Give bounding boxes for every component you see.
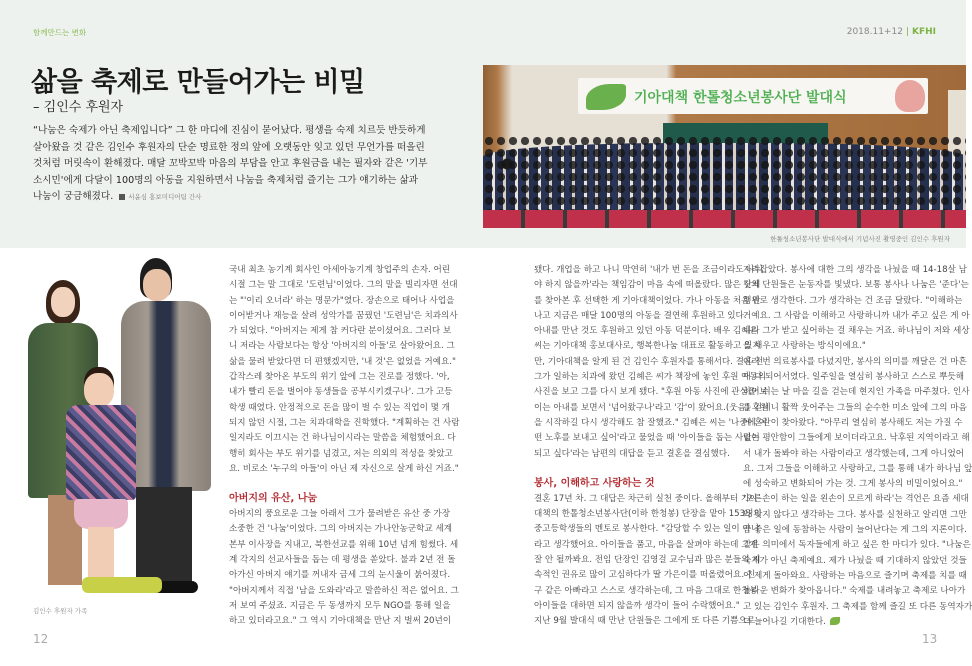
intro-paragraph [33, 123, 428, 206]
body-line: 내가 빨리 돈을 벌어야 동생들을 공부시키겠구나'. 그가 고등 [229, 387, 453, 398]
page-number-left: 12 [33, 632, 49, 646]
body-line: 없는 평안함이 그들에게 보이더라고요. 낙후된 지역이라고 해 [743, 433, 970, 444]
woman-face [51, 287, 75, 317]
body-line: 행히 회사는 부도 위기를 넘겼고, 저는 의외의 적성을 찾았고 [229, 448, 453, 459]
girl-shoes [82, 577, 162, 593]
family-photo [18, 255, 223, 610]
photo-caption: 한톨청소년봉사단 발대식에서 기념사진 촬영중인 김인수 후원자 [770, 235, 950, 243]
body-line: 서 내가 돌봐야 하는 사람이라고 생각했는데, 그게 아니었어 [743, 448, 965, 459]
body-column-2 [534, 263, 769, 630]
body-line: 야 하지 않을까'라는 책임감이 마음 속에 떠올랐다. 많은 단체 [534, 280, 761, 291]
issue-date: 2018.11+12 [846, 27, 903, 37]
body-line: 를 건네니 활짝 웃어주는 그들의 순수한 미소 앞에 그의 마음 [743, 402, 967, 413]
body-line: 요. 비로소 '누구의 아들'이 아닌 제 자신으로 살게 하신 거죠." [229, 463, 459, 474]
body-line: 국내 최초 농기계 회사인 아세아농기계 창업주의 손자. 어린 [229, 265, 451, 275]
body-line: 하고 있더라고요." 그 역시 기아대책을 만난 지 벌써 20년이 [229, 616, 452, 627]
body-line: 고 있는 김인수 후원자. 그 축제를 함께 즐길 또 다른 동역자가 [743, 601, 972, 612]
body-line: 속적인 권유로 많이 고심하다가 딸 가은이를 떠올렸어요. 친 [534, 570, 756, 581]
body-line: 학생 때였다. 안정적으로 돈을 많이 벌 수 있는 직업이 몇 개 [229, 402, 450, 413]
photo-crowd-heads [483, 135, 966, 215]
body-line: 되지 않던 시절, 그는 치과대학을 진학했다. "계획하는 건 사람 [229, 417, 460, 428]
body-column-3 [743, 263, 972, 630]
body-line [743, 615, 961, 630]
body-line: 요. 그저 그들을 이해하고 사랑하고, 그를 통해 내가 하나님 앞 [743, 463, 972, 474]
body-line: 놀라운 변화가 찾아옵니다." 숙제를 내려놓고 축제로 나아가 [743, 586, 966, 597]
body-line: 아내를 만난 것도 후원하고 있던 아동 덕분이다. 배우 김혜은 [534, 326, 758, 337]
man-pants [136, 487, 192, 587]
body-line: 자리잡았다. 봉사에 대한 그의 생각을 나눴을 때 14-18살 남 [743, 265, 967, 275]
body-line: 대책의 한톨청소년봉사단(이하 한청봉) 단장을 맡아 153명의 [534, 509, 762, 520]
body-line: 니라 그가 받고 싶어하는 걸 채우는 거죠. 하나님이 저와 세상 [743, 326, 970, 337]
body-line: 본부 이사장을 지내고, 북한선교를 위해 10년 넘게 힘썼다. 세 [229, 539, 459, 550]
body-line: 삶을 물려 받았다면 더 편했겠지만, '내 것'은 없었을 거예요." [229, 356, 456, 367]
issue-separator: | [905, 27, 909, 37]
body-line: 하며 쉬는 날 마을 길을 걷는데 현지인 가족을 마주쳤다. 인사 [743, 387, 970, 398]
byline-text: 서윤심 홍보미디어팀 간사 [128, 193, 202, 202]
body-line: 와 맞지 않다고 생각하는 그다. 봉사를 실천하고 알리면 그만 [743, 509, 967, 520]
body-line: 떤 노후를 보내고 싶어'라고 물었을 때 '아이들을 돕는 사람이 [534, 433, 760, 444]
body-line: 결혼 17년 차. 그 대답은 차근히 실천 중이다. 올해부터 기아 [534, 493, 758, 504]
body-column-1 [229, 263, 460, 630]
body-line: 시절 그는 말 그대로 '도련님'이었다. 그의 말을 빌리자면 선대 [229, 280, 458, 291]
body-line: 만, 기아대책을 알게 된 건 김인수 후원자를 통해서다. 결혼 전 [534, 356, 764, 367]
photo-banner-text: 기아대책 한톨청소년봉사단 발대식 [634, 90, 847, 106]
body-line: 사진을 보고 그를 다시 보게 됐다. "후원 아동 사진에 관심을 보 [534, 387, 768, 398]
brand-name: KFHI [911, 27, 936, 37]
body-line: 가 되었다. "아버지는 제게 참 커다란 분이셨어요. 그러다 보 [229, 326, 452, 337]
end-mark-leaf-icon [830, 617, 840, 625]
body-line: 같은 의미에서 독자들에게 하고 싶은 한 마디가 있다. "나눔은 [743, 540, 971, 551]
body-line: 아버지의 풍요로운 그늘 아래서 그가 물려받은 유산 중 가장 [229, 509, 451, 520]
body-line: "아버지께서 직접 '남을 도와라'라고 말씀하신 적은 없어요. 그 [229, 585, 459, 596]
body-line: 는 "'이리 오너라' 하는 명문가"였다. 장손으로 태어나 사업을 [229, 295, 455, 306]
section-heading: 봉사, 이해하고 사랑하는 것 [534, 477, 655, 489]
page-subtitle: – 김인수 후원자 [33, 100, 124, 115]
body-line: 이는 아내를 보면서 '넘어왔구나'라고 '감'이 왔어요.(웃음) 후원 [534, 402, 769, 413]
body-line: 을 채우고 사랑하는 방식이에요." [743, 341, 866, 352]
body-line: 일지라도 이끄시는 건 하나님이시라는 말씀을 체험했어요. 다 [229, 433, 456, 444]
body-line: 나고 지금은 매달 100명의 아동을 결연해 후원하고 있다. [534, 310, 747, 321]
byline [119, 193, 201, 201]
body-line: 를 찾아본 후 선택한 게 기아대책이었다. 가나 아동을 처음 만 [534, 295, 761, 306]
page-title: 삶을 축제로 만들어가는 비밀 [31, 67, 365, 98]
body-line: 여러 번 의료봉사를 다녔지만, 봉사의 의미를 깨달은 건 마흔 [743, 356, 967, 367]
body-line: 라고 생각했어요. 아이들을 품고, 마음을 살펴야 하는데 그게 [534, 539, 758, 550]
girl-skirt [74, 499, 128, 529]
group-photo [483, 65, 966, 228]
body-line-text: 더 늘어나길 기대한다. [743, 616, 826, 627]
section-label: 함께만드는 변화 [33, 28, 87, 37]
body-line: 소중한 건 '나눔'이었다. 그의 아버지는 가나안농군학교 세계 [229, 524, 453, 535]
page-number-right: 13 [922, 632, 938, 646]
family-caption: 김인수 후원자 가족 [33, 607, 88, 615]
issue-info [847, 27, 936, 37]
body-line: 그가 일하는 치과에 왔던 김혜은 씨가 책장에 놓인 후원 아동의 [534, 372, 767, 383]
intro-line: “나눔은 숙제가 아닌 축제입니다” 그 한 마디에 진심이 묻어났다. 평생을 숙제 치르듯 반듯하게 [33, 125, 426, 136]
body-line: 저 보여 주셨죠. 지금은 두 동생까지 모두 NGO를 통해 일을 [229, 600, 451, 611]
body-line: 됐다. 개업을 하고 나니 막연히 '내가 번 돈을 조금이라도 나눠 [534, 265, 763, 275]
man-face [143, 269, 171, 301]
girl-jacket [66, 405, 136, 500]
section-heading: 아버지의 유산, 나눔 [229, 493, 318, 505]
body-line: 아이들을 대하면 되지 않을까 생각이 들어 수락했어요." [534, 600, 740, 611]
intro-line-text: 나눔이 궁금해졌다. [33, 191, 114, 203]
body-line: 되고 싶다'라는 남편의 대답을 듣고 결혼을 결심했다. [534, 448, 730, 459]
intro-line: 것처럼 머릿속이 환해졌다. 매달 꼬박꼬박 마음의 부담을 안고 후원금을 내는 필자와 같은 '기부 [33, 158, 428, 170]
body-line: 이어받거나 재능을 살려 성악가를 꿈꿨던 '도련님'은 치과의사 [229, 310, 458, 321]
body-line: 아가신 아버지 얘기를 꺼내자 금세 그의 눈시울이 붉어졌다. [229, 570, 451, 581]
body-line: 에 성숙하고 변화되어 가는 것. 그게 봉사의 비밀이었어요." [743, 479, 963, 490]
heart-icon [895, 80, 925, 112]
intro-line: 소시민'에게 다달이 100명의 아동을 지원하면서 나눔을 축제처럼 즐기는 그가 얘기하는 삶과 [33, 174, 419, 186]
body-line: 갑작스레 찾아온 부도의 위기 앞에 그는 진로를 정했다. '아, [229, 372, 450, 383]
hand-logo-icon [586, 84, 626, 110]
body-line: 지난 9월 발대식 때 만난 단원들은 그에게 또 다른 기쁨으로 [534, 616, 755, 627]
girl-legs [88, 527, 114, 582]
body-line: 니 저라는 사람보다는 항상 '아버지의 아들'로 살아왔어요. 그 [229, 341, 455, 352]
body-line: 씨는 기아대책 홍보대사로, 행복한나눔 대표로 활동하고 있지 [534, 341, 761, 352]
body-line: 중고등학생들의 멘토로 봉사한다. "감당할 수 있는 일이 아니 [534, 524, 760, 535]
body-line: 짓의 단원들은 눈동자를 빛냈다. 보통 봉사나 나눔은 '준다'는 [743, 280, 969, 291]
body-line: 숙제가 아닌 축제예요. 제가 나눴을 때 기대하지 않았던 것들 [743, 555, 967, 566]
intro-line [33, 189, 393, 206]
photo-banner [578, 78, 928, 114]
girl-figure [84, 373, 114, 407]
body-line: 구 같은 아빠라고 스스로 생각하는데, 그 마음 그대로 한청봉 [534, 585, 758, 596]
body-line: 을 시작하길 다시 생각해도 참 잘했죠." 김혜은 씨는 '나중에 어 [534, 417, 767, 428]
intro-line: 살아왔을 것 같은 김인수 후원자의 단순 명료한 정의 앞에 오랫동안 잊고 있던 무언가를 떠올린 [33, 141, 425, 153]
body-line: 잘 안 될까봐요. 전임 단장인 김영걸 교수님과 많은 분들의 지 [534, 555, 761, 566]
body-line: 이 제게 돌아와요. 사랑하는 마음으로 즐기며 축제를 치를 때 [743, 570, 967, 581]
body-line: 이 다 되어서였다. 일주일을 열심히 봉사하고 스스로 뿌듯해 [743, 372, 965, 383]
body-line: 계 각지의 선교사들을 돕는 데 평생을 쏟았다. 불과 2년 전 돌 [229, 555, 456, 566]
body-line: 에 혼란이 찾아왔다. "아무리 열심히 봉사해도 저는 가질 수 [743, 417, 963, 428]
pen-icon [119, 194, 125, 200]
body-line: 행위로 생각한다. 그가 생각하는 건 조금 달랐다. "이해하는 [743, 295, 963, 306]
body-line: 큼 좋은 일에 동참하는 사람이 늘어난다는 게 그의 지론이다. [743, 525, 967, 536]
body-line: 거예요. 그 사람을 이해하고 사랑하니까 내가 주고 싶은 게 아 [743, 310, 970, 321]
photo-seats [483, 210, 966, 228]
body-line: '오른손이 하는 일을 왼손이 모르게 하라'는 격언은 요즘 세대 [743, 494, 969, 505]
